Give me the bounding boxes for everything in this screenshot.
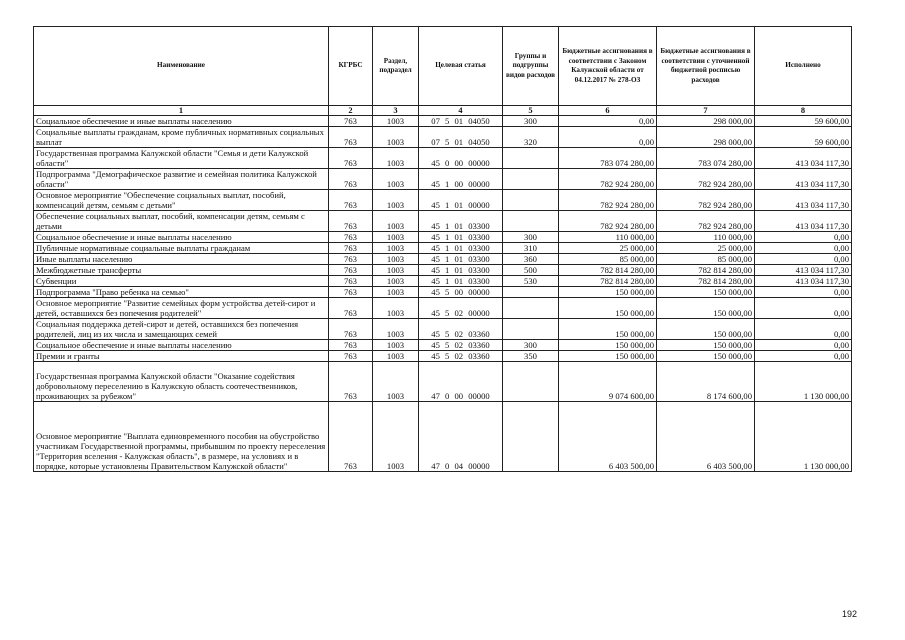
row-article: 45 5 00 00000	[419, 287, 503, 298]
row-name: Обеспечение социальных выплат, пособий, компенсации детям, семьям с детьми	[34, 211, 329, 232]
row-article: 45 1 01 03300	[419, 232, 503, 243]
row-razdel: 1003	[373, 116, 419, 127]
row-razdel: 1003	[373, 232, 419, 243]
row-executed-amount: 413 034 117,30	[755, 276, 852, 287]
row-name: Основное мероприятие "Развитие семейных форм устройства детей-сирот и детей, оставшихся без попечения родителей"	[34, 298, 329, 319]
row-executed-amount: 413 034 117,30	[755, 265, 852, 276]
row-executed-amount: 0,00	[755, 254, 852, 265]
row-ktrbs: 763	[329, 169, 373, 190]
column-number-row	[34, 106, 852, 116]
row-group	[503, 211, 559, 232]
table-row	[34, 362, 852, 402]
row-refined-amount: 150 000,00	[657, 351, 755, 362]
table-row	[34, 211, 852, 232]
row-law-amount: 110 000,00	[559, 232, 657, 243]
row-name: Основное мероприятие "Обеспечение социальных выплат, пособий, компенсаций детям, семьям с детьми"	[34, 190, 329, 211]
table-row	[34, 276, 852, 287]
table-row	[34, 287, 852, 298]
row-name: Социальные выплаты гражданам, кроме публичных нормативных социальных выплат	[34, 127, 329, 148]
row-razdel: 1003	[373, 265, 419, 276]
row-refined-amount: 150 000,00	[657, 340, 755, 351]
row-law-amount: 783 074 280,00	[559, 148, 657, 169]
row-law-amount: 150 000,00	[559, 340, 657, 351]
row-group: 300	[503, 340, 559, 351]
row-article: 45 1 01 03300	[419, 243, 503, 254]
row-razdel: 1003	[373, 254, 419, 265]
table-row	[34, 116, 852, 127]
row-article: 45 5 02 03360	[419, 340, 503, 351]
row-executed-amount: 0,00	[755, 287, 852, 298]
row-refined-amount: 782 924 280,00	[657, 169, 755, 190]
row-refined-amount: 782 814 280,00	[657, 276, 755, 287]
row-name: Иные выплаты населению	[34, 254, 329, 265]
row-law-amount: 150 000,00	[559, 351, 657, 362]
row-article: 45 1 01 03300	[419, 254, 503, 265]
table-row	[34, 232, 852, 243]
table-row	[34, 265, 852, 276]
row-ktrbs: 763	[329, 148, 373, 169]
table-row	[34, 402, 852, 472]
row-group	[503, 148, 559, 169]
row-group: 350	[503, 351, 559, 362]
table-row	[34, 351, 852, 362]
column-number: 3	[373, 106, 419, 116]
row-article: 45 1 01 00000	[419, 190, 503, 211]
row-razdel: 1003	[373, 243, 419, 254]
row-razdel: 1003	[373, 402, 419, 472]
row-refined-amount: 783 074 280,00	[657, 148, 755, 169]
row-name: Социальное обеспечение и иные выплаты населению	[34, 116, 329, 127]
row-razdel: 1003	[373, 287, 419, 298]
row-law-amount: 150 000,00	[559, 287, 657, 298]
row-executed-amount: 0,00	[755, 298, 852, 319]
row-name: Субвенции	[34, 276, 329, 287]
row-ktrbs: 763	[329, 232, 373, 243]
row-ktrbs: 763	[329, 351, 373, 362]
row-name: Социальное обеспечение и иные выплаты населению	[34, 340, 329, 351]
row-refined-amount: 85 000,00	[657, 254, 755, 265]
row-article: 45 1 01 03300	[419, 211, 503, 232]
column-number: 6	[559, 106, 657, 116]
row-executed-amount: 0,00	[755, 351, 852, 362]
row-article: 45 5 02 03360	[419, 319, 503, 340]
header-refined: Бюджетные ассигнования в соответствии с уточненной бюджетной росписью расходов	[657, 27, 755, 106]
header-razdel: Раздел, подраздел	[373, 27, 419, 106]
row-executed-amount: 1 130 000,00	[755, 362, 852, 402]
row-name: Социальная поддержка детей-сирот и детей, оставшихся без попечения родителей, лиц из их числа и замещающих семей	[34, 319, 329, 340]
row-law-amount: 25 000,00	[559, 243, 657, 254]
row-executed-amount: 413 034 117,30	[755, 148, 852, 169]
row-name: Публичные нормативные социальные выплаты гражданам	[34, 243, 329, 254]
column-number: 5	[503, 106, 559, 116]
table-body	[34, 116, 852, 472]
row-group: 300	[503, 116, 559, 127]
row-article: 47 0 00 00000	[419, 362, 503, 402]
row-group	[503, 190, 559, 211]
row-refined-amount: 6 403 500,00	[657, 402, 755, 472]
row-refined-amount: 150 000,00	[657, 319, 755, 340]
row-group: 360	[503, 254, 559, 265]
table-row	[34, 254, 852, 265]
row-law-amount: 782 924 280,00	[559, 211, 657, 232]
row-razdel: 1003	[373, 211, 419, 232]
row-name: Социальное обеспечение и иные выплаты населению	[34, 232, 329, 243]
row-ktrbs: 763	[329, 116, 373, 127]
budget-table	[33, 26, 852, 472]
row-executed-amount: 413 034 117,30	[755, 211, 852, 232]
row-name: Государственная программа Калужской области "Оказание содействия добровольному переселению в Калужскую область соотечественников, проживающих за рубежом"	[34, 362, 329, 402]
row-ktrbs: 763	[329, 340, 373, 351]
row-name: Подпрограмма "Право ребенка на семью"	[34, 287, 329, 298]
row-group	[503, 298, 559, 319]
row-law-amount: 782 814 280,00	[559, 276, 657, 287]
row-law-amount: 150 000,00	[559, 298, 657, 319]
table-row	[34, 127, 852, 148]
row-refined-amount: 298 000,00	[657, 116, 755, 127]
row-group	[503, 402, 559, 472]
row-law-amount: 782 924 280,00	[559, 169, 657, 190]
table-row	[34, 298, 852, 319]
row-ktrbs: 763	[329, 362, 373, 402]
row-article: 45 5 02 03360	[419, 351, 503, 362]
row-law-amount: 0,00	[559, 116, 657, 127]
row-razdel: 1003	[373, 276, 419, 287]
page-number: 192	[841, 609, 857, 619]
row-ktrbs: 763	[329, 276, 373, 287]
row-razdel: 1003	[373, 127, 419, 148]
row-group: 320	[503, 127, 559, 148]
row-law-amount: 150 000,00	[559, 319, 657, 340]
header-executed: Исполнено	[755, 27, 852, 106]
table-row	[34, 340, 852, 351]
row-group	[503, 362, 559, 402]
row-law-amount: 85 000,00	[559, 254, 657, 265]
column-number: 1	[34, 106, 329, 116]
row-executed-amount: 0,00	[755, 340, 852, 351]
row-refined-amount: 782 924 280,00	[657, 211, 755, 232]
row-name: Межбюджетные трансферты	[34, 265, 329, 276]
row-refined-amount: 298 000,00	[657, 127, 755, 148]
row-group: 530	[503, 276, 559, 287]
row-executed-amount: 413 034 117,30	[755, 169, 852, 190]
table-row	[34, 190, 852, 211]
row-executed-amount: 59 600,00	[755, 116, 852, 127]
column-number: 4	[419, 106, 503, 116]
row-razdel: 1003	[373, 298, 419, 319]
row-refined-amount: 150 000,00	[657, 287, 755, 298]
row-ktrbs: 763	[329, 243, 373, 254]
row-group: 300	[503, 232, 559, 243]
row-article: 45 1 00 00000	[419, 169, 503, 190]
table-row	[34, 243, 852, 254]
row-article: 47 0 04 00000	[419, 402, 503, 472]
row-law-amount: 782 814 280,00	[559, 265, 657, 276]
row-article: 07 5 01 04050	[419, 127, 503, 148]
row-razdel: 1003	[373, 319, 419, 340]
row-ktrbs: 763	[329, 254, 373, 265]
column-number: 8	[755, 106, 852, 116]
column-number: 2	[329, 106, 373, 116]
row-ktrbs: 763	[329, 190, 373, 211]
row-executed-amount: 0,00	[755, 319, 852, 340]
header-name: Наименование	[34, 27, 329, 106]
row-ktrbs: 763	[329, 211, 373, 232]
row-law-amount: 9 074 600,00	[559, 362, 657, 402]
row-article: 45 0 00 00000	[419, 148, 503, 169]
row-ktrbs: 763	[329, 298, 373, 319]
row-ktrbs: 763	[329, 127, 373, 148]
table-row	[34, 148, 852, 169]
row-executed-amount: 59 600,00	[755, 127, 852, 148]
row-law-amount: 0,00	[559, 127, 657, 148]
header-ktrbs: КГРБС	[329, 27, 373, 106]
row-executed-amount: 0,00	[755, 243, 852, 254]
row-refined-amount: 782 924 280,00	[657, 190, 755, 211]
row-group	[503, 287, 559, 298]
row-article: 45 5 02 00000	[419, 298, 503, 319]
row-refined-amount: 25 000,00	[657, 243, 755, 254]
row-refined-amount: 150 000,00	[657, 298, 755, 319]
row-name: Подпрограмма "Демографическое развитие и семейная политика Калужской области"	[34, 169, 329, 190]
row-refined-amount: 110 000,00	[657, 232, 755, 243]
row-executed-amount: 0,00	[755, 232, 852, 243]
row-razdel: 1003	[373, 169, 419, 190]
row-executed-amount: 413 034 117,30	[755, 190, 852, 211]
row-article: 45 1 01 03300	[419, 276, 503, 287]
header-row	[34, 27, 852, 106]
header-article: Целевая статья	[419, 27, 503, 106]
row-refined-amount: 8 174 600,00	[657, 362, 755, 402]
row-ktrbs: 763	[329, 402, 373, 472]
row-name: Государственная программа Калужской области "Семья и дети Калужской области"	[34, 148, 329, 169]
table-row	[34, 169, 852, 190]
row-law-amount: 6 403 500,00	[559, 402, 657, 472]
row-name: Основное мероприятие "Выплата единовременного пособия на обустройство участникам Государственной программы, прибывшим по проекту переселения "Территория вселения - Калужская область", в размере, на условиях и в порядке, которые установлены Правительством Калужской области"	[34, 402, 329, 472]
row-executed-amount: 1 130 000,00	[755, 402, 852, 472]
row-name: Премии и гранты	[34, 351, 329, 362]
row-razdel: 1003	[373, 340, 419, 351]
header-law: Бюджетные ассигнования в соответствии с Законом Калужской области от 04.12.2017 № 278-ОЗ	[559, 27, 657, 106]
row-razdel: 1003	[373, 148, 419, 169]
row-group	[503, 319, 559, 340]
row-ktrbs: 763	[329, 287, 373, 298]
row-refined-amount: 782 814 280,00	[657, 265, 755, 276]
row-ktrbs: 763	[329, 319, 373, 340]
row-article: 07 5 01 04050	[419, 116, 503, 127]
row-group: 310	[503, 243, 559, 254]
row-law-amount: 782 924 280,00	[559, 190, 657, 211]
row-razdel: 1003	[373, 190, 419, 211]
row-group	[503, 169, 559, 190]
row-ktrbs: 763	[329, 265, 373, 276]
row-article: 45 1 01 03300	[419, 265, 503, 276]
column-number: 7	[657, 106, 755, 116]
table-row	[34, 319, 852, 340]
row-group: 500	[503, 265, 559, 276]
row-razdel: 1003	[373, 351, 419, 362]
header-group: Группы и подгруппы видов расходов	[503, 27, 559, 106]
row-razdel: 1003	[373, 362, 419, 402]
